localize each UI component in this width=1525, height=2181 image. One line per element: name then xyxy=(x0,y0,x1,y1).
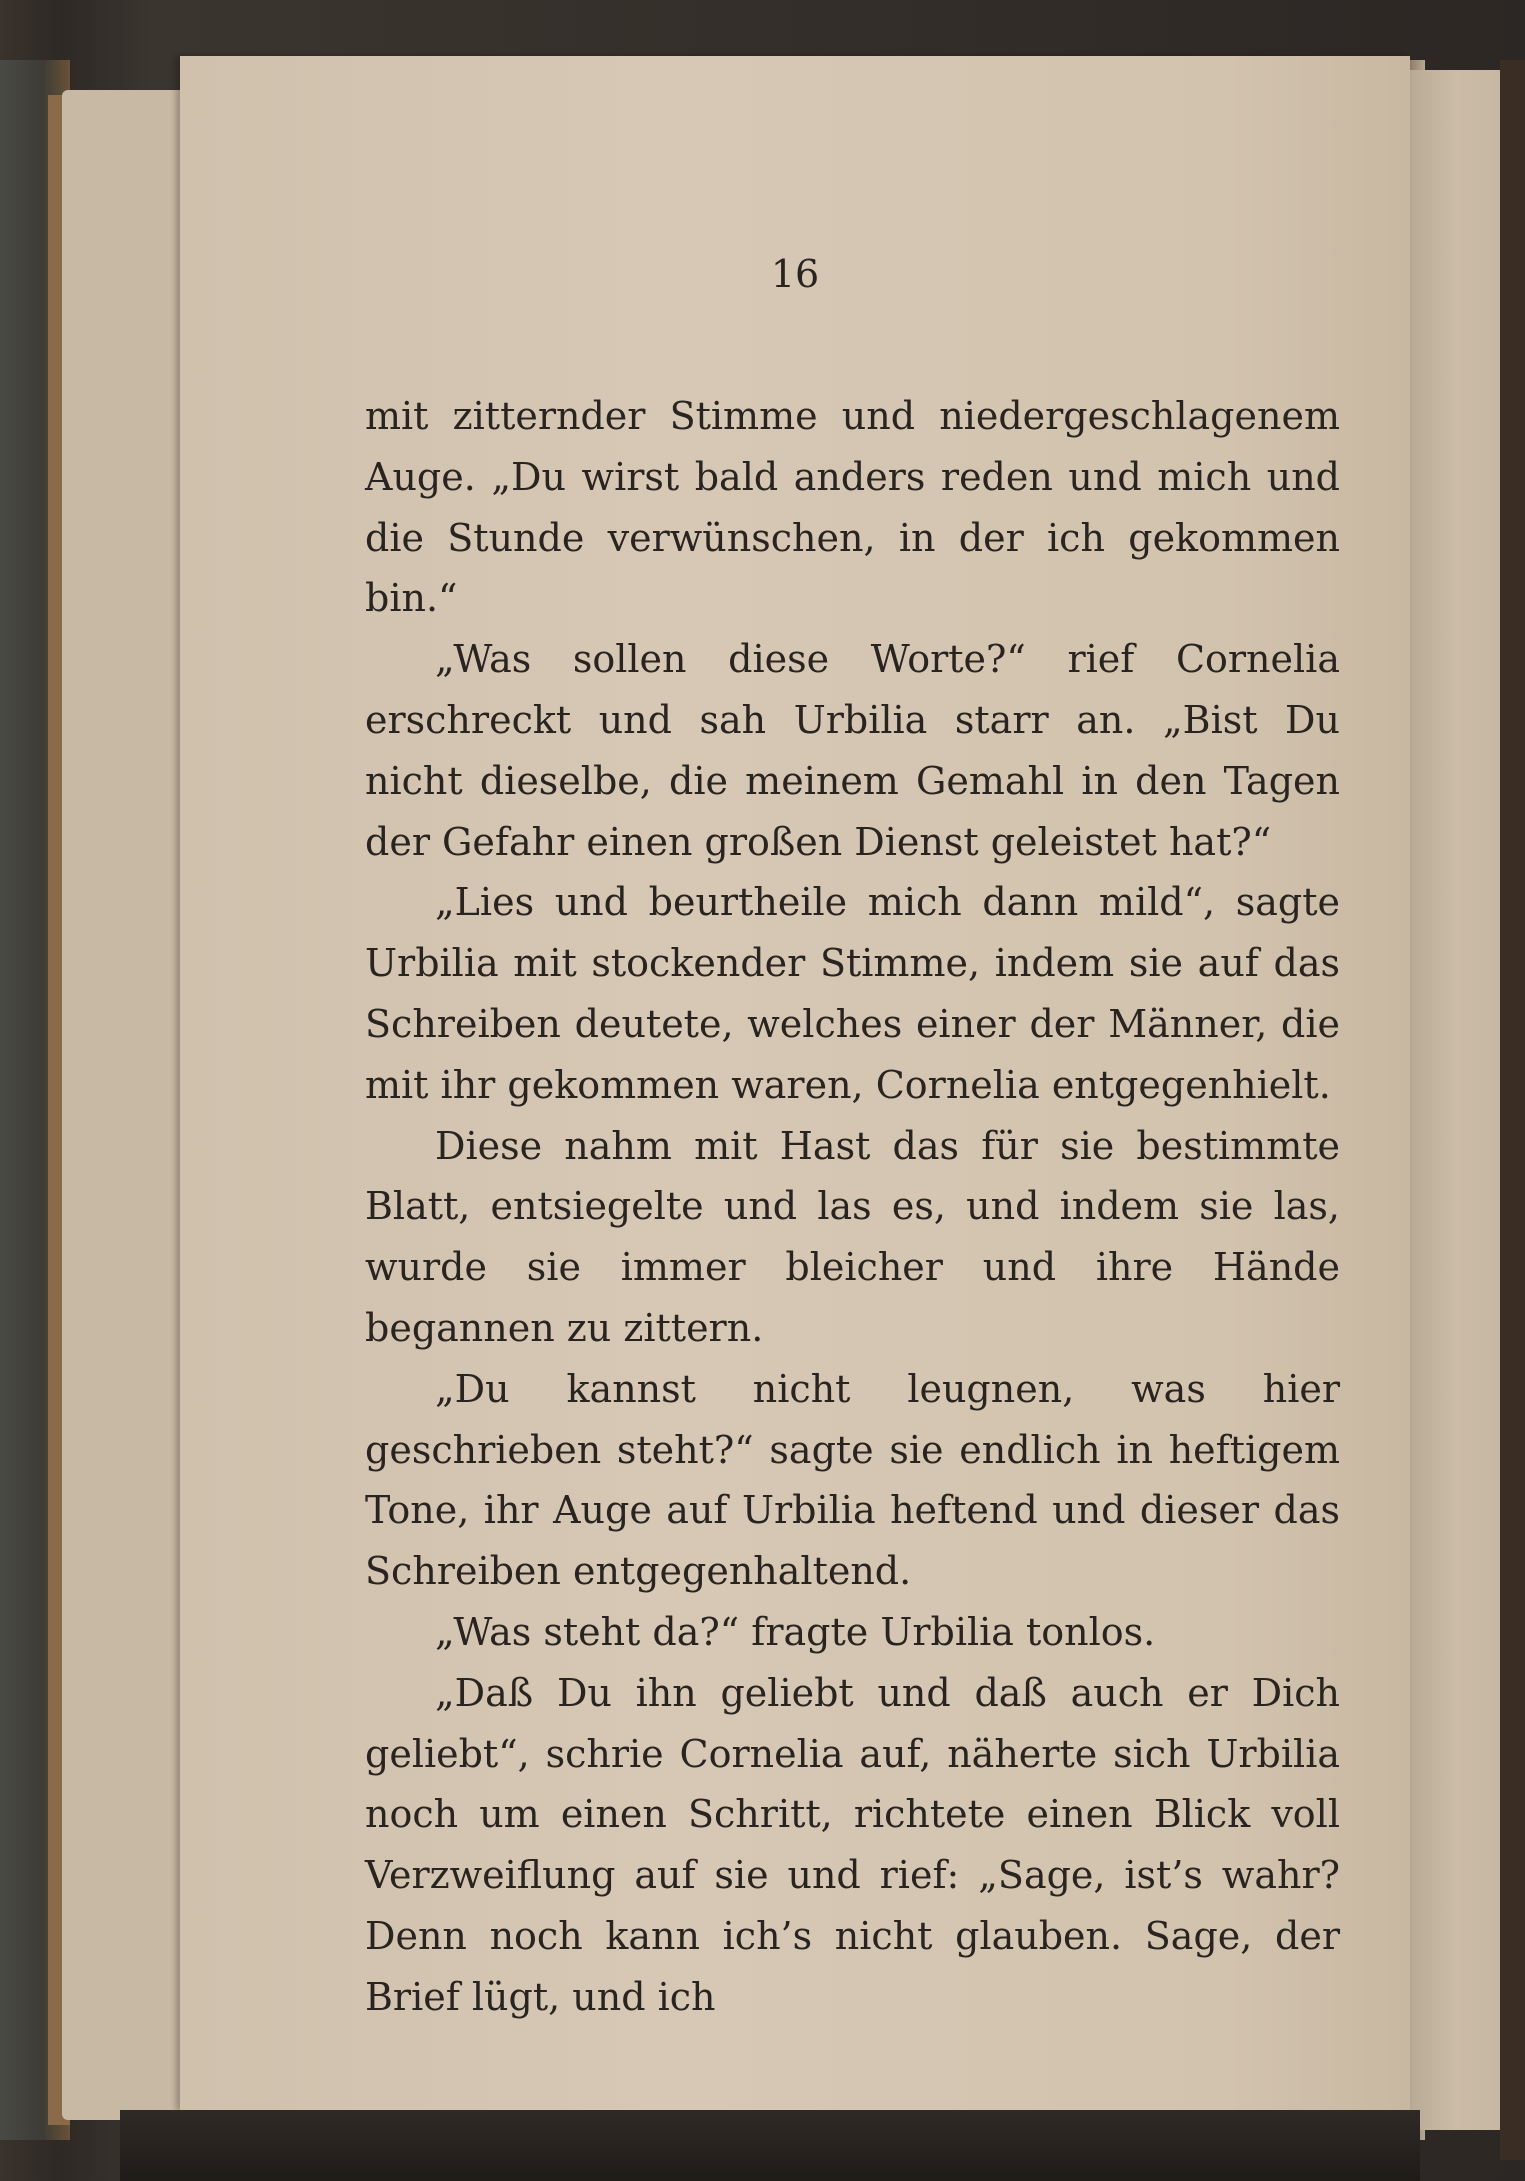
book-bottom-edge xyxy=(120,2110,1420,2181)
paragraph-4: Diese nahm mit Hast das für sie bestimmte Blatt, entsiegelte und las es, und indem sie las, wurde sie immer bleicher und ihre Hände begannen zu zittern. xyxy=(365,1123,1340,1350)
book-page xyxy=(180,56,1410,2111)
paragraph-5: „Du kannst nicht leugnen, was hier geschrieben steht?“ sagte sie endlich in heftigem Tone, ihr Auge auf Urbilia heftend und dieser das Schreiben entgegenhaltend. xyxy=(365,1366,1340,1594)
paragraph-1: mit zitternder Stimme und niedergeschlagenem Auge. „Du wirst bald anders reden und mich und die Stunde verwünschen, in der ich gekommen bin.“ xyxy=(365,394,1340,621)
page-text xyxy=(365,386,1340,2028)
cover-right-edge xyxy=(1500,60,1525,2160)
paragraph-3: „Lies und beurtheile mich dann mild“, sagte Urbilia mit stockender Stimme, indem sie auf das Schreiben deutete, welches einer der Männer, die mit ihr gekommen waren, Cornelia entgegenhielt. xyxy=(365,880,1340,1107)
paragraph-7: „Daß Du ihn geliebt und daß auch er Dich geliebt“, schrie Cornelia auf, näherte sich Urbilia noch um einen Schritt, richtete einen Blick voll Verzweiflung auf sie und rief: „Sage, ist’s wahr? Denn noch kann ich’s nicht glauben. Sage, der Brief lügt, und ich xyxy=(365,1670,1340,2019)
paragraph-2: „Was sollen diese Worte?“ rief Cornelia erschreckt und sah Urbilia starr an. „Bist Du nicht dieselbe, die meinem Gemahl in den Tagen der Gefahr einen großen Dienst geleistet hat?“ xyxy=(365,637,1340,864)
page-number: 16 xyxy=(770,252,820,296)
paragraph-6: „Was steht da?“ fragte Urbilia tonlos. xyxy=(435,1609,1156,1654)
